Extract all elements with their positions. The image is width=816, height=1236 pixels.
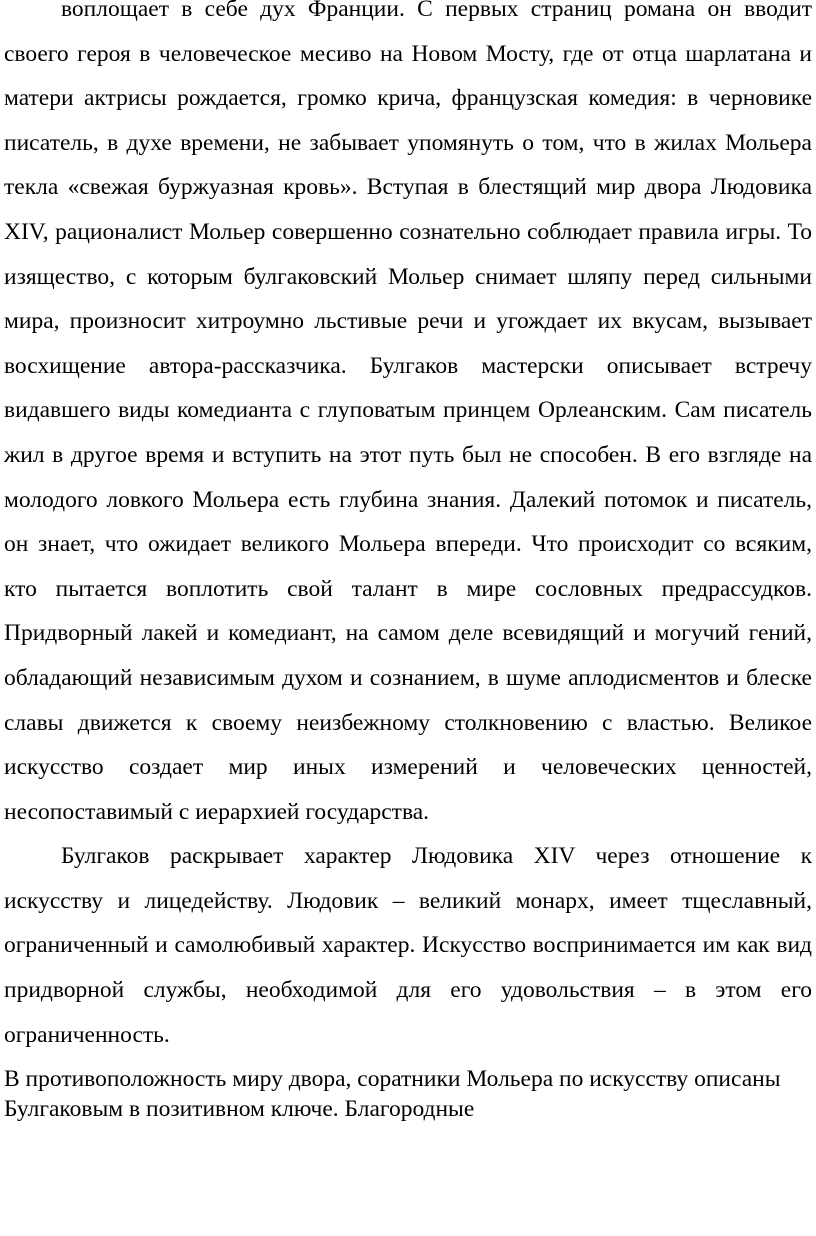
paragraph-louis-xiv: Булгаков раскрывает характер Людовика XIV через отношение к искусству и лицедейству. Людовик – великий монарх, имеет тщеславный, ограниченный и самолюбивый характер. Искусство воспринимается им как вид придворной службы, необходимой для его удовольствия – в этом его ограниченность. xyxy=(4,843,812,1048)
paragraph-moliere-france: воплощает в себе дух Франции. С первых страниц романа он вводит своего героя в человеческое месиво на Новом Мосту, где от отца шарлатана и матери актрисы рождается, громко крича, французская комедия: в черновике писатель, в духе времени, не забывает упомянуть о том, что в жилах Мольера текла «свежая буржуазная кровь». Вступая в блестящий мир двора Людовика XIV, рационалист Мольер совершенно сознательно соблюдает правила игры. То изящество, с которым булгаковский Мольер снимает шляпу перед сильными мира, произносит хитроумно льстивые речи и угождает их вкусам, вызывает восхищение автора-рассказчика. Булгаков мастерски описывает встречу видавшего виды комедианта с глуповатым принцем Орлеанским. Сам писатель жил в другое время и вступить на этот путь был не способен. В его взгляде на молодого ловкого Мольера есть глубина знания. Далекий потомок и писатель, он знает, что ожидает великого Мольера впереди. Что происходит со всяким, кто пытается воплотить свой талант в мире сословных предрассудков. Придворный лакей и комедиант, на самом деле всевидящий и могучий гений, обладающий независимым духом и сознанием, в шуме аплодисментов и блеске славы движется к своему неизбежному столкновению с властью. Великое искусство создает мир иных измерений и человеческих ценностей, несопоставимый с иерархией государства. xyxy=(4,0,812,825)
paragraph-moliere-companions: В противоположность миру двора, соратники Мольера по искусству описаны Булгаковым в позитивном ключе. Благородные xyxy=(4,1066,781,1123)
